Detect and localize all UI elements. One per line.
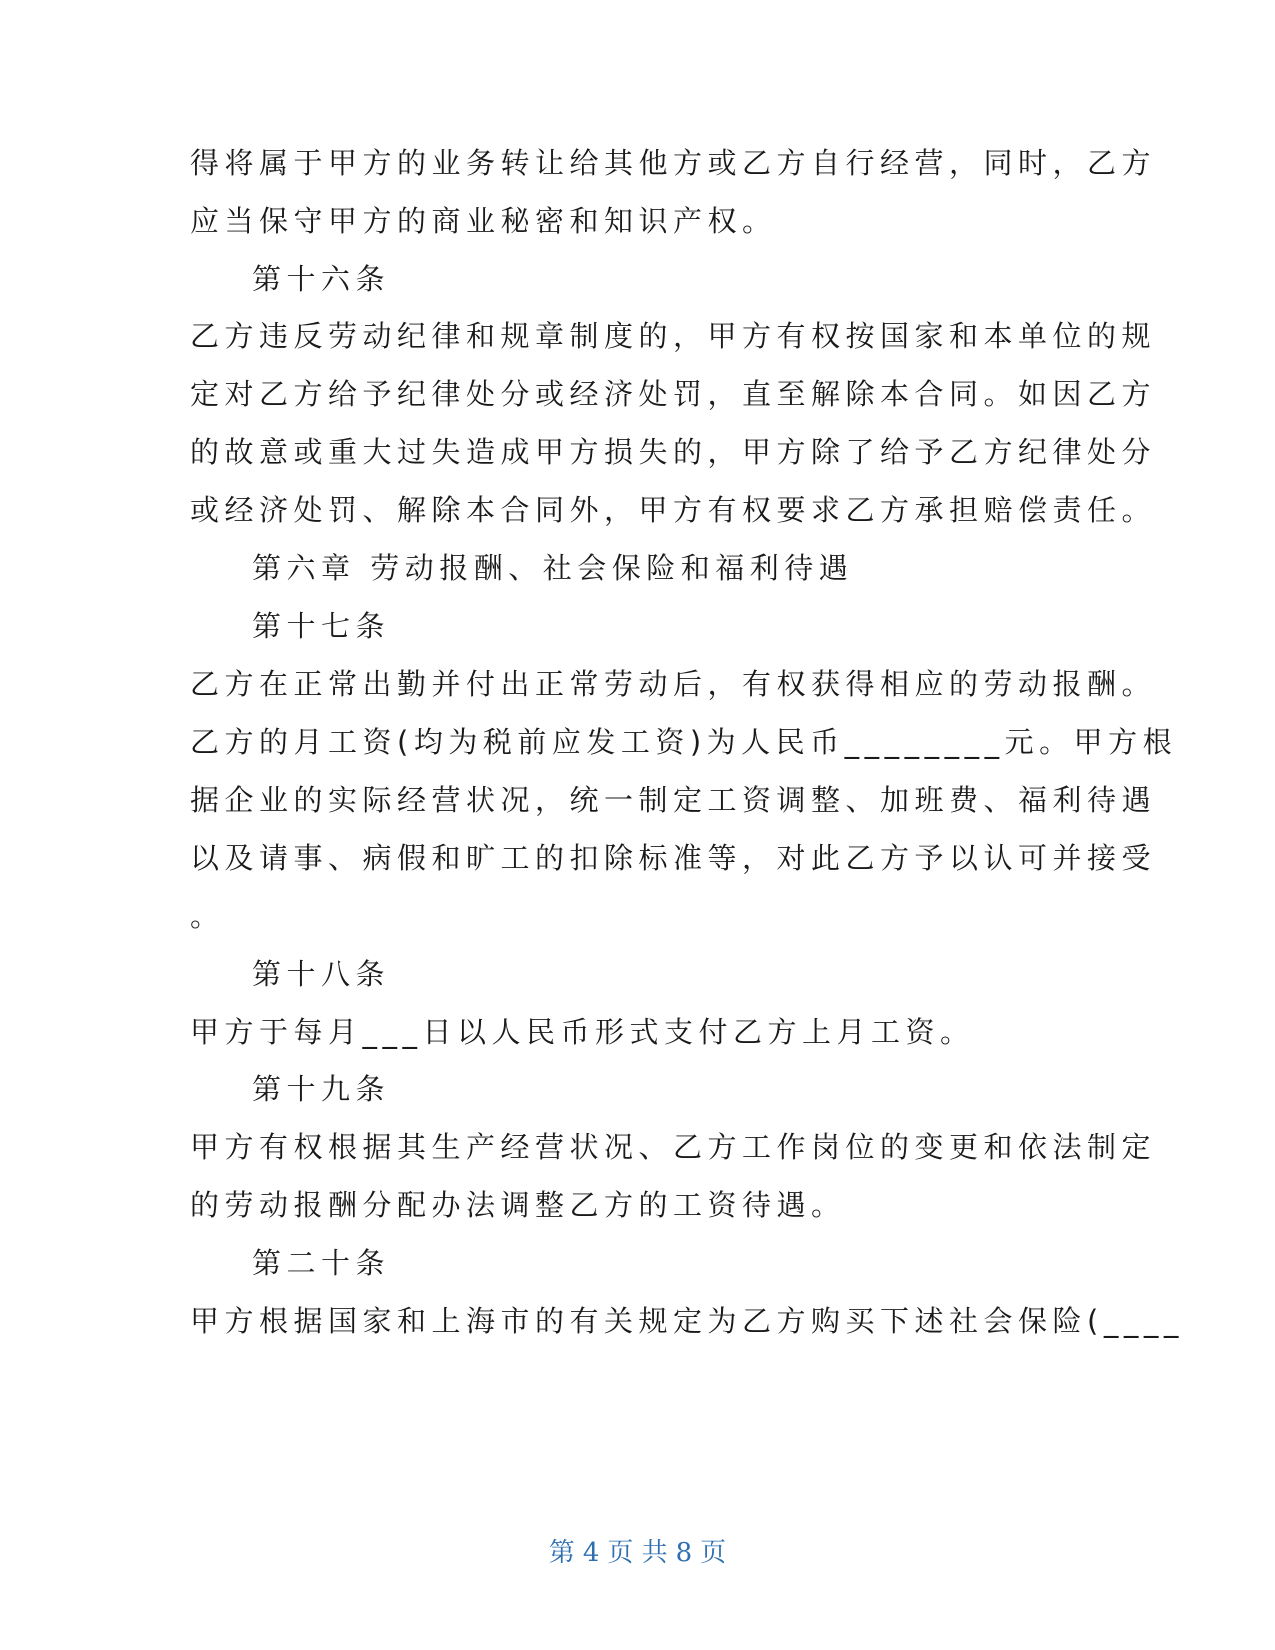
paragraph-line: 的故意或重大过失造成甲方损失的，甲方除了给予乙方纪律处分	[190, 435, 1157, 469]
footer-total-pages: 8	[675, 1538, 693, 1568]
chapter-6-heading: 第六章 劳动报酬、社会保险和福利待遇	[252, 551, 854, 585]
paragraph-line: 乙方在正常出勤并付出正常劳动后，有权获得相应的劳动报酬。	[190, 667, 1157, 701]
paragraph-line: 或经济处罚、解除本合同外，甲方有权要求乙方承担赔偿责任。	[190, 493, 1157, 527]
footer-current-page: 4	[582, 1538, 600, 1568]
paragraph-line: 的劳动报酬分配办法调整乙方的工资待遇。	[190, 1188, 846, 1222]
paragraph-line: 定对乙方给予纪律处分或经济处罚，直至解除本合同。如因乙方	[190, 377, 1157, 411]
paragraph-line: 乙方违反劳动纪律和规章制度的，甲方有权按国家和本单位的规	[190, 319, 1157, 353]
paragraph-line: 应当保守甲方的商业秘密和知识产权。	[190, 204, 777, 238]
paragraph-line: 甲方有权根据其生产经营状况、乙方工作岗位的变更和依法制定	[190, 1130, 1157, 1164]
paragraph-line: 甲方根据国家和上海市的有关规定为乙方购买下述社会保险(____	[190, 1304, 1184, 1338]
footer-prefix: 第	[548, 1538, 575, 1568]
article-20-heading: 第二十条	[252, 1246, 391, 1280]
paragraph-line: 得将属于甲方的业务转让给其他方或乙方自行经营，同时，乙方	[190, 146, 1157, 180]
footer-suffix: 页	[700, 1538, 727, 1568]
paragraph-line: 乙方的月工资(均为税前应发工资)为人民币________元。甲方根	[190, 725, 1178, 759]
paragraph-line: 据企业的实际经营状况，统一制定工资调整、加班费、福利待遇	[190, 783, 1157, 817]
page-footer	[0, 1536, 1275, 1570]
article-19-heading: 第十九条	[252, 1072, 391, 1106]
paragraph-line: 。	[190, 899, 225, 933]
paragraph-line: 甲方于每月___日以人民币形式支付乙方上月工资。	[190, 1015, 975, 1049]
footer-middle: 页 共	[607, 1538, 668, 1568]
article-18-heading: 第十八条	[252, 957, 391, 991]
paragraph-line: 以及请事、病假和旷工的扣除标准等，对此乙方予以认可并接受	[190, 841, 1157, 875]
article-17-heading: 第十七条	[252, 609, 391, 643]
article-16-heading: 第十六条	[252, 262, 391, 296]
